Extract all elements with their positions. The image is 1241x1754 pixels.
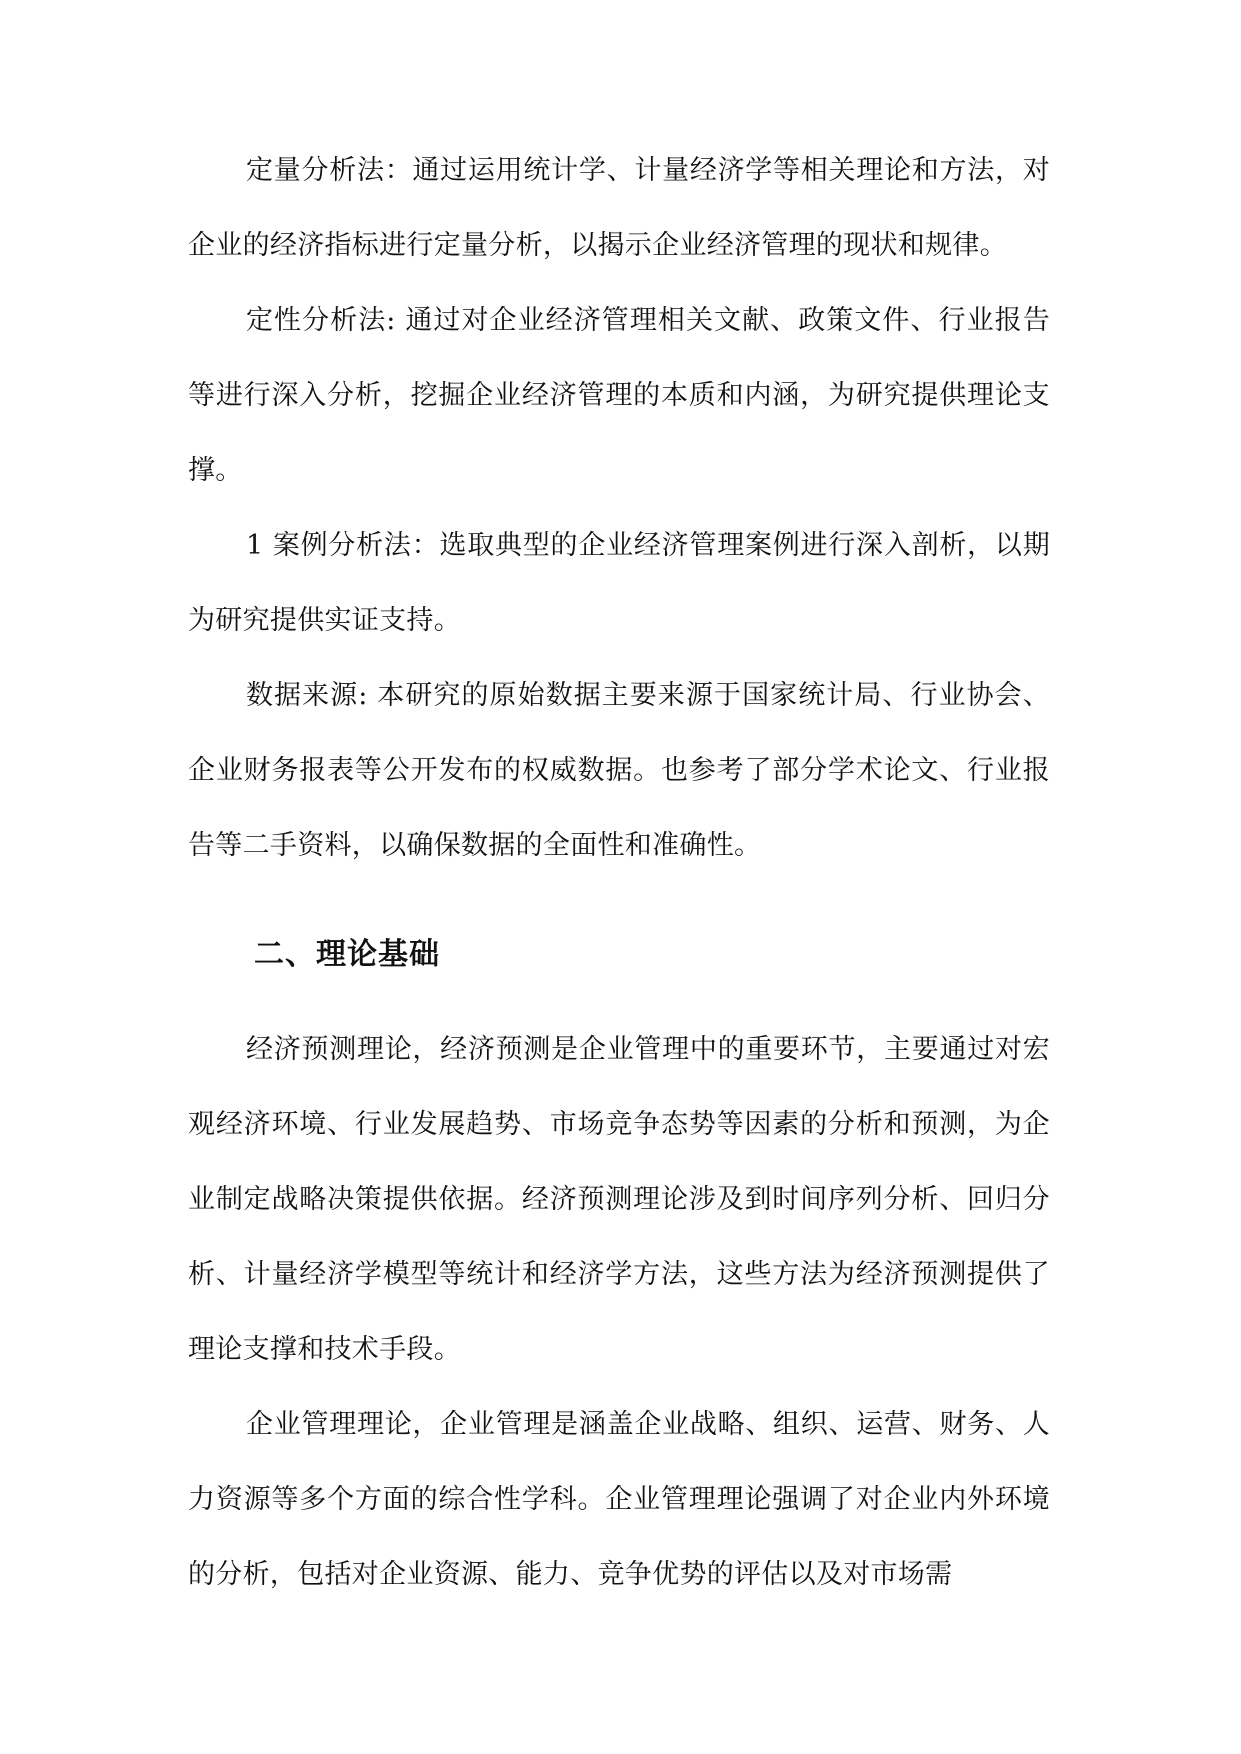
paragraph-enterprise-management-theory: 企业管理理论，企业管理是涵盖企业战略、组织、运营、财务、人力资源等多个方面的综合性学科。企业管理理论强调了对企业内外环境的分析，包括对企业资源、能力、竞争优势的评估以及对市场需 [188, 1409, 1050, 1590]
paragraph-economic-forecast-theory: 经济预测理论，经济预测是企业管理中的重要环节，主要通过对宏观经济环境、行业发展趋势、市场竞争态势等因素的分析和预测，为企业制定战略决策提供依据。经济预测理论涉及到时间序列分析、回归分析、计量经济学模型等统计和经济学方法，这些方法为经济预测提供了理论支撑和技术手段。 [188, 1034, 1050, 1365]
paragraph-qualitative-analysis: 定性分析法: 通过对企业经济管理相关文献、政策文件、行业报告等进行深入分析，挖掘企业经济管理的本质和内涵，为研究提供理论支撑。 [188, 305, 1050, 486]
paragraph-data-source: 数据来源: 本研究的原始数据主要来源于国家统计局、行业协会、企业财务报表等公开发布的权威数据。也参考了部分学术论文、行业报告等二手资料，以确保数据的全面性和准确性。 [188, 680, 1050, 861]
paragraph-quantitative-analysis: 定量分析法：通过运用统计学、计量经济学等相关理论和方法，对企业的经济指标进行定量分析，以揭示企业经济管理的现状和规律。 [188, 155, 1050, 261]
section-heading: 二、理论基础 [254, 937, 440, 972]
paragraph-case-analysis: 1 案例分析法：选取典型的企业经济管理案例进行深入剖析，以期为研究提供实证支持。 [188, 530, 1050, 636]
